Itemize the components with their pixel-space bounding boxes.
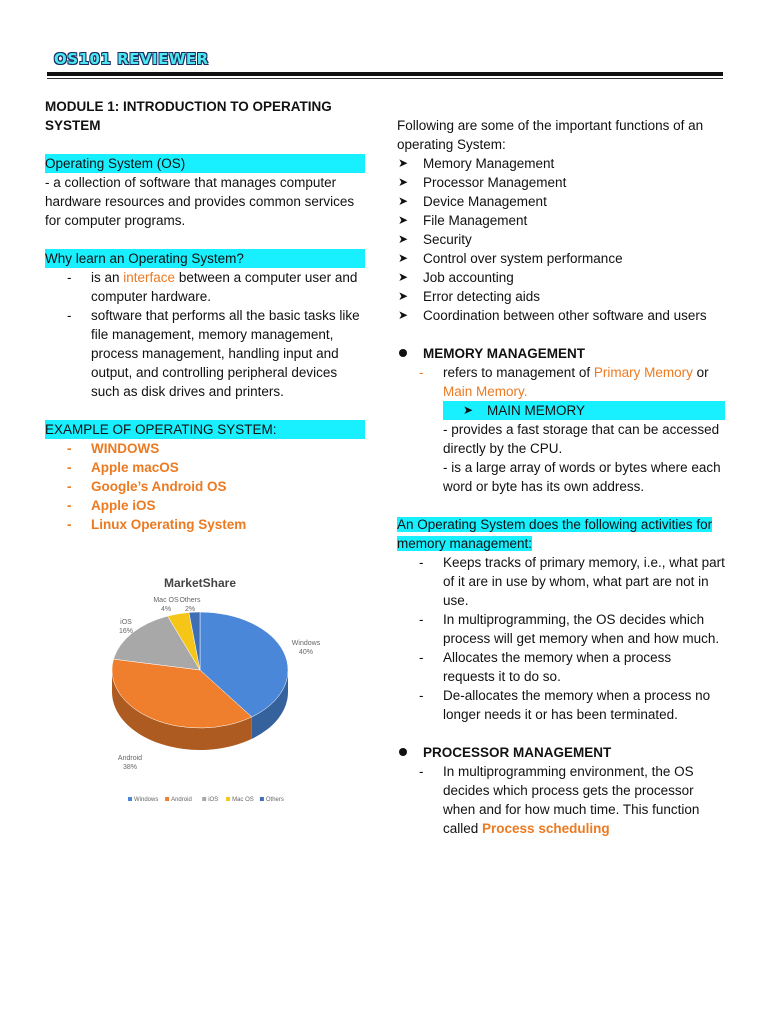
header-divider-thin	[47, 78, 723, 79]
list-item: - Keeps tracks of primary memory, i.e., what part of it are in use by whom, what part are not in use.	[397, 553, 725, 610]
market-share-chart	[108, 570, 321, 810]
legend-swatch	[128, 797, 132, 801]
why-heading: Why learn an Operating System?	[45, 249, 365, 268]
data-label: 2%	[184, 606, 196, 613]
list-item: - is an interface between a computer user and computer hardware.	[45, 268, 365, 306]
list-item: - Apple iOS	[45, 496, 365, 515]
arrow-bullet-icon: ➤	[463, 403, 474, 417]
arrow-bullet-icon: ➤	[398, 289, 409, 303]
list-item: ➤ Processor Management	[398, 175, 567, 190]
arrow-bullet-icon: ➤	[398, 270, 409, 284]
data-label: 38%	[122, 764, 138, 771]
data-label: 40%	[298, 649, 314, 656]
arrow-bullet-icon: ➤	[398, 175, 409, 189]
right-column	[397, 116, 725, 838]
list-item: - refers to management of Primary Memory or Main Memory.	[397, 363, 725, 401]
legend-label: Windows	[134, 797, 159, 803]
data-label: 4%	[160, 606, 172, 613]
legend-label: Mac OS	[232, 797, 254, 803]
memory-list	[397, 363, 725, 401]
list-item: - In multiprogramming, the OS decides which process will get memory when and how much.	[397, 610, 725, 648]
examples-list	[45, 439, 365, 534]
list-item: - In multiprogramming environment, the OS decides which process gets the processor when and for how much time. This function called Process scheduling	[397, 762, 725, 838]
module-title: MODULE 1: INTRODUCTION TO OPERATING SYSTEM	[45, 99, 332, 133]
activities-heading: An Operating System does the following activities for memory management:	[397, 517, 713, 551]
list-item: ➤ Security	[398, 232, 472, 247]
functions-intro: Following are some of the important functions of an operating System:	[397, 118, 704, 152]
legend-swatch	[226, 797, 230, 801]
document-header-title: OS101 REVIEWER	[54, 50, 209, 68]
processor-management-heading: PROCESSOR MANAGEMENT	[397, 743, 725, 762]
data-label: iOS	[120, 619, 132, 626]
process-scheduling-highlight: Process scheduling	[482, 821, 610, 836]
arrow-bullet-icon: ➤	[398, 251, 409, 265]
activities-list	[397, 553, 725, 724]
functions-list	[397, 154, 725, 325]
data-label: Android	[117, 755, 143, 762]
header-divider	[47, 72, 723, 76]
os-heading: Operating System (OS)	[45, 154, 365, 173]
left-column	[45, 97, 365, 534]
main-memory-desc-1: - provides a fast storage that can be accessed directly by the CPU.	[443, 422, 720, 456]
legend-label: Android	[171, 797, 192, 803]
legend-swatch	[260, 797, 264, 801]
bullet-dot-icon	[399, 748, 407, 756]
bullet-dot-icon	[399, 349, 407, 357]
list-item: - WINDOWS	[45, 439, 365, 458]
arrow-bullet-icon: ➤	[398, 213, 409, 227]
legend-swatch	[165, 797, 169, 801]
legend-label: iOS	[208, 797, 219, 803]
arrow-bullet-icon: ➤	[398, 194, 409, 208]
arrow-bullet-icon: ➤	[398, 156, 409, 170]
list-item: - Google’s Android OS	[45, 477, 365, 496]
arrow-bullet-icon: ➤	[398, 308, 409, 322]
data-label: Mac OS	[153, 597, 179, 604]
processor-list	[397, 762, 725, 838]
list-item: - Apple macOS	[45, 458, 365, 477]
legend-label: Others	[265, 797, 284, 803]
list-item: ➤ Job accounting	[398, 270, 514, 285]
list-item: - Linux Operating System	[45, 515, 365, 534]
list-item: - De-allocates the memory when a process no longer needs it or has been terminated.	[397, 686, 725, 724]
list-item: ➤ Control over system performance	[398, 251, 623, 266]
pie-chart-svg	[108, 570, 321, 810]
list-item: ➤ Memory Management	[398, 156, 555, 171]
interface-highlight: interface	[123, 270, 176, 285]
list-item: ➤ Coordination between other software and users	[398, 308, 707, 323]
list-item: ➤ Error detecting aids	[398, 289, 541, 304]
chart-title: MarketShare	[163, 576, 237, 590]
os-definition: - a collection of software that manages computer hardware resources and provides common services for computer programs.	[45, 175, 355, 228]
main-memory-label: ➤ MAIN MEMORY	[443, 401, 725, 420]
legend-swatch	[202, 797, 206, 801]
data-label: Others	[179, 597, 201, 604]
memory-management-heading: MEMORY MANAGEMENT	[397, 344, 725, 363]
data-label: 16%	[118, 628, 134, 635]
list-item: ➤ File Management	[398, 213, 528, 228]
list-item: - Allocates the memory when a process requests it to do so.	[397, 648, 725, 686]
examples-heading: EXAMPLE OF OPERATING SYSTEM:	[45, 420, 365, 439]
data-label: Windows	[291, 640, 321, 647]
arrow-bullet-icon: ➤	[398, 232, 409, 246]
list-item: ➤ Device Management	[398, 194, 547, 209]
why-list	[45, 268, 365, 401]
main-memory-desc-2: - is a large array of words or bytes where each word or byte has its own address.	[443, 460, 721, 494]
list-item: - software that performs all the basic tasks like file management, memory management, process management, handling input and output, and controlling peripheral devices such as disk drives and printers.	[45, 306, 365, 401]
